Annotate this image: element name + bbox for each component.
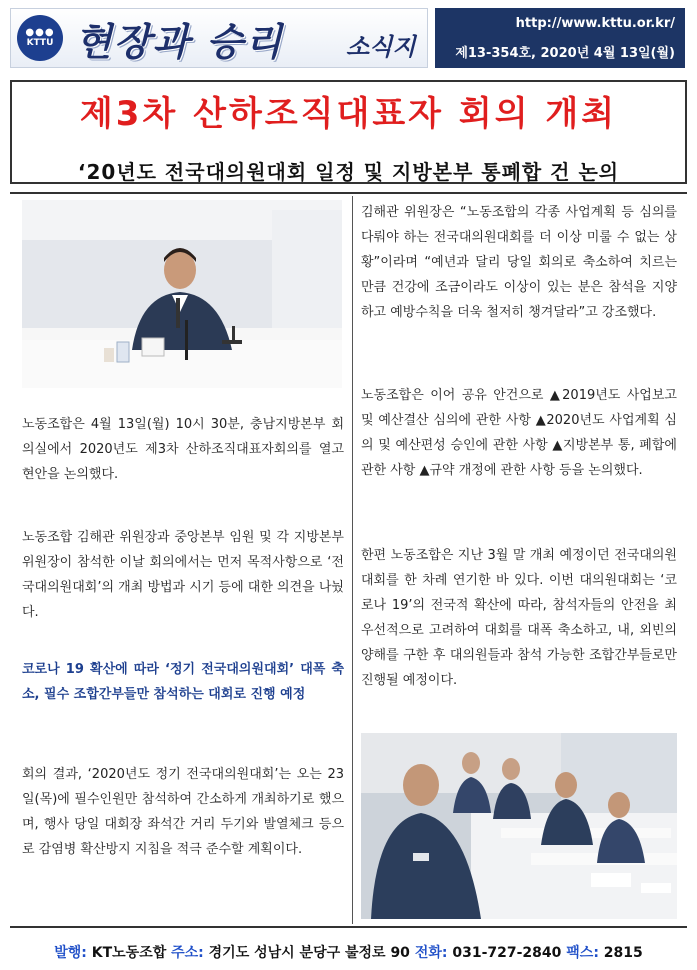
issue-info: 제13-354호, 2020년 4월 13일(월)	[455, 46, 675, 61]
website-url[interactable]: http://www.kttu.or.kr/	[515, 16, 675, 31]
phone: 031-727-2840	[452, 945, 562, 961]
speaker-photo-illustration	[22, 200, 342, 388]
left-highlight: 코로나 19 확산에 따라 ‘정기 전국대의원대회’ 대폭 축소, 필수 조합간부들만 참석하는 대회로 진행 예정	[22, 662, 344, 702]
divider-top	[10, 192, 687, 194]
paper-name: 현장과 승리	[75, 19, 284, 64]
address-label: 주소:	[171, 945, 204, 961]
left-paragraph-2: 노동조합 김해관 위원장과 중앙본부 임원 및 각 지방본부 위원장이 참석한 이날 회의에서는 먼저 목적사항으로 ‘전국대의원대회’의 개최 방법과 시기 등에 대한 의견을 나눴다.	[22, 530, 344, 620]
address: 경기도 성남시 분당구 불정로 90	[208, 945, 410, 961]
logo-dots-icon: ●●●	[25, 27, 55, 38]
right-paragraph-3: 한편 노동조합은 지난 3월 말 개최 예정이던 전국대의원대회를 한 차례 연기한 바 있다. 이번 대의원대회는 ‘코로나 19’의 전국적 확산에 따라, 참석자들의 안전을 최우선적으로 고려하여 대회를 대폭 축소하고, 내, 외빈의 양해를 구한 후 대의원들과 참석 가능한 조합간부들로만 진행될 예정이다.	[361, 548, 677, 688]
masthead	[10, 8, 685, 68]
left-paragraph-1: 노동조합은 4월 13일(월) 10시 30분, 충남지방본부 회의실에서 2020년도 제3차 산하조직대표자회의를 열고 현안을 논의했다.	[22, 417, 344, 482]
phone-label: 전화:	[414, 945, 448, 961]
title-box	[10, 80, 687, 184]
paper-subtitle: 소식지	[346, 33, 416, 61]
left-paragraph-3: 회의 결과, ‘2020년도 정기 전국대의원대회’는 오는 23일(목)에 필수인원만 참석하여 간소하게 개최하기로 했으며, 행사 당일 대회장 좌석간 거리 두기와 발열체크 등으로 감염병 확산방지 지침을 적극 준수할 계획이다.	[22, 767, 344, 857]
masthead-info-band	[435, 8, 685, 68]
masthead-title-band	[10, 8, 428, 68]
divider-bottom	[10, 926, 687, 928]
publisher-label: 발행:	[54, 945, 87, 961]
right-paragraph-1: 김해관 위원장은 “노동조합의 각종 사업계획 등 심의를 다뤄야 하는 전국대의원대회를 더 이상 미룰 수 없는 상황”이라며 “예년과 달리 당일 회의로 축소하여 치르는 만큼 건강에 조금이라도 이상이 있는 분은 참석을 지양하고 예방수칙을 더욱 철저히 챙겨달라”고 강조했다.	[361, 205, 677, 320]
meeting-photo-attendees	[361, 733, 677, 919]
footer	[0, 942, 697, 962]
column-divider	[352, 196, 353, 924]
publisher: KT노동조합	[91, 945, 167, 961]
fax: 2815	[603, 945, 643, 961]
kttu-logo	[17, 15, 63, 61]
meeting-photo-speaker	[22, 200, 342, 388]
headline: 제3차 산하조직대표자 회의 개최	[79, 94, 618, 134]
right-paragraph-2: 노동조합은 이어 공유 안건으로 ▲2019년도 사업보고 및 예산결산 심의에 관한 사항 ▲2020년도 사업계획 심의 및 예산편성 승인에 관한 사항 ▲지방본부 통, 폐합에 관한 사항 ▲규약 개정에 관한 사항 등을 논의했다.	[361, 388, 677, 478]
logo-text: KTTU	[26, 38, 54, 48]
subheadline: ‘20년도 전국대의원대회 일정 및 지방본부 통폐합 건 논의	[77, 160, 620, 184]
fax-label: 팩스:	[566, 945, 599, 961]
attendees-photo-illustration	[361, 733, 677, 919]
